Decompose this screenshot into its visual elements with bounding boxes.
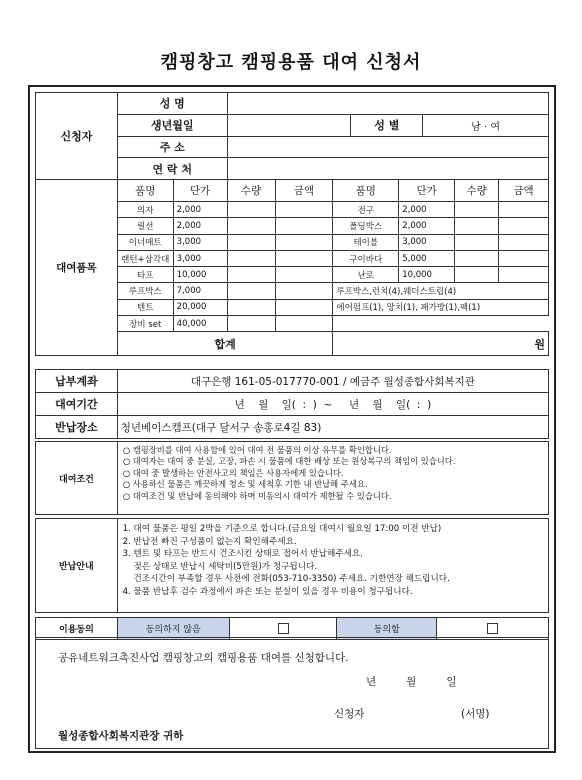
name-field[interactable] — [227, 93, 548, 115]
birth-field[interactable] — [227, 114, 351, 136]
item-name: 이너매트 — [117, 234, 173, 250]
conditions-label: 대여조건 — [36, 442, 118, 515]
items-table — [35, 179, 549, 356]
contact-field[interactable] — [227, 158, 548, 180]
item-price: 3,000 — [173, 250, 227, 266]
item-name: 테이블 — [333, 234, 399, 250]
item-name: 구이바다 — [333, 250, 399, 266]
item-name: 의자 — [117, 202, 173, 218]
item-name: 텐트 — [117, 299, 173, 315]
quantity-field[interactable] — [227, 218, 275, 234]
items-section-label: 대여품목 — [36, 180, 118, 356]
item-price: 3,000 — [173, 234, 227, 250]
quantity-field[interactable] — [227, 316, 275, 332]
conditions-text — [117, 442, 548, 515]
guide-line: 건조시간이 부족할 경우 사전에 전화(053-710-3350) 주세요. 기한연장 해드립니다. — [122, 574, 450, 585]
header-amount: 금액 — [499, 180, 549, 202]
amount-field[interactable] — [275, 218, 333, 234]
empty-cell — [333, 316, 549, 332]
item-price: 40,000 — [173, 316, 227, 332]
guide-line: 젖은 상태로 반납시 세탁비(5만원)가 청구됩니다. — [122, 561, 318, 572]
period-label: 대여기간 — [36, 393, 118, 416]
amount-field[interactable] — [275, 283, 333, 299]
guide-line: 3. 텐트 및 타프는 반드시 건조시킨 상태로 접어서 반납해주세요. — [122, 549, 363, 560]
checkbox-icon — [487, 623, 498, 634]
address-field[interactable] — [227, 136, 548, 158]
amount-field[interactable] — [499, 202, 549, 218]
header-unit-price: 단가 — [173, 180, 227, 202]
quantity-field[interactable] — [455, 218, 499, 234]
return-guide-text — [117, 519, 548, 613]
application-sheet — [28, 85, 556, 753]
info-table — [35, 369, 549, 439]
amount-field[interactable] — [499, 267, 549, 283]
item-price: 20,000 — [173, 299, 227, 315]
applicant-section-label: 신청자 — [36, 93, 118, 180]
item-price: 2,000 — [173, 202, 227, 218]
header-quantity: 수량 — [455, 180, 499, 202]
roofbox-components-note: 루프박스,런치(4),웨더스트립(4) — [333, 283, 549, 299]
amount-field[interactable] — [275, 202, 333, 218]
item-name: 루프박스 — [117, 283, 173, 299]
quantity-field[interactable] — [455, 267, 499, 283]
condition-line: ○ 캠핑장비를 대여 사용함에 있어 대여 전 물품의 이상 유무를 확인합니다. — [122, 445, 392, 455]
condition-line: ○ 사용하신 물품은 깨끗하게 청소 및 세척후 기한 내 반납해 주세요. — [122, 479, 368, 490]
header-quantity: 수량 — [227, 180, 275, 202]
item-name: 난로 — [333, 267, 399, 283]
quantity-field[interactable] — [455, 250, 499, 266]
condition-line: ○ 대여 중 발생하는 안전사고의 책임은 사용자에게 있습니다. — [122, 467, 344, 478]
return-place: 청년베이스캠프(대구 달서구 송홍로4길 83) — [117, 416, 548, 439]
signature-field[interactable]: (서명) — [461, 708, 490, 720]
amount-field[interactable] — [275, 316, 333, 332]
quantity-field[interactable] — [227, 234, 275, 250]
item-price: 2,000 — [399, 218, 455, 234]
gender-label: 성 별 — [351, 114, 423, 136]
quantity-field[interactable] — [455, 234, 499, 250]
total-field[interactable]: 원 — [333, 332, 549, 356]
amount-field[interactable] — [499, 218, 549, 234]
guide-line: 2. 반납전 빠진 구성품이 없는지 확인해주세요. — [122, 536, 297, 547]
item-price: 2,000 — [173, 218, 227, 234]
applicant-sign-label: 신청자 — [334, 708, 365, 720]
conditions-table — [35, 441, 549, 515]
header-amount: 금액 — [275, 180, 333, 202]
quantity-field[interactable] — [227, 202, 275, 218]
amount-field[interactable] — [275, 267, 333, 283]
return-guide-label: 반납안내 — [36, 519, 118, 613]
header-unit-price: 단가 — [399, 180, 455, 202]
tent-components-note: 에어펌프(1), 망치(1), 패가방(1),팩(1) — [333, 299, 549, 315]
item-name: 폴딩박스 — [333, 218, 399, 234]
return-place-label: 반납장소 — [36, 416, 118, 439]
application-statement — [35, 637, 549, 749]
quantity-field[interactable] — [455, 202, 499, 218]
total-label: 합계 — [117, 332, 333, 356]
guide-line: 1. 대여 물품은 평일 2박을 기준으로 합니다.(금요일 대여시 월요일 17:00 이전 반납) — [122, 524, 442, 534]
item-name: 타프 — [117, 267, 173, 283]
header-item-name: 품명 — [117, 180, 173, 202]
payment-account: 대구은행 161-05-017770-001 / 예금주 월성종합사회복지관 — [117, 370, 548, 393]
name-label: 성 명 — [117, 93, 227, 115]
header-item-name: 품명 — [333, 180, 399, 202]
recipient: 월성종합사회복지관장 귀하 — [58, 730, 184, 742]
item-price: 5,000 — [399, 250, 455, 266]
quantity-field[interactable] — [227, 299, 275, 315]
item-price: 10,000 — [173, 267, 227, 283]
amount-field[interactable] — [275, 234, 333, 250]
applicant-table — [35, 92, 549, 180]
amount-field[interactable] — [499, 234, 549, 250]
item-price: 2,000 — [399, 202, 455, 218]
period-field[interactable]: 년 월 일( : ) ~ 년 월 일( : ) — [117, 393, 548, 416]
quantity-field[interactable] — [227, 250, 275, 266]
amount-field[interactable] — [499, 250, 549, 266]
payment-label: 납부계좌 — [36, 370, 118, 393]
return-guide-table — [35, 518, 549, 613]
address-label: 주 소 — [117, 136, 227, 158]
checkbox-icon — [278, 623, 289, 634]
item-price: 3,000 — [399, 234, 455, 250]
item-price: 7,000 — [173, 283, 227, 299]
application-date[interactable]: 년 월 일 — [366, 676, 457, 688]
form-title: 캠핑창고 캠핑용품 대여 신청서 — [160, 52, 422, 73]
statement-text: 공유네트워크촉진사업 캠핑창고의 캠핑용품 대여를 신청합니다. — [58, 652, 349, 664]
contact-label: 연 락 처 — [117, 158, 227, 180]
amount-field[interactable] — [275, 299, 333, 315]
gender-options[interactable]: 남 · 여 — [423, 114, 549, 136]
disagree-label: 동의하지 않음 — [117, 618, 229, 640]
amount-field[interactable] — [275, 250, 333, 266]
item-name: 전구 — [333, 202, 399, 218]
condition-line: ○ 대여자는 대여 중 분실, 고장, 파손 시 물품에 대한 배상 또는 원상복구의 책임이 있습니다. — [122, 456, 456, 467]
item-name: 랜턴+삼각대 — [117, 250, 173, 266]
item-name: 장비 set — [117, 316, 173, 332]
quantity-field[interactable] — [227, 283, 275, 299]
guide-line: 4. 물품 반납후 검수 과정에서 파손 또는 분실이 있을 경우 비용이 청구됩니다. — [122, 586, 413, 597]
item-name: 릴선 — [117, 218, 173, 234]
consent-label: 이용동의 — [36, 618, 118, 640]
quantity-field[interactable] — [227, 267, 275, 283]
condition-line: ○ 대여조건 및 반납에 동의해야 하며 미동의시 대여가 제한될 수 있습니다. — [122, 490, 392, 501]
agree-label: 동의함 — [337, 618, 437, 640]
item-price: 10,000 — [399, 267, 455, 283]
birth-label: 생년월일 — [117, 114, 227, 136]
